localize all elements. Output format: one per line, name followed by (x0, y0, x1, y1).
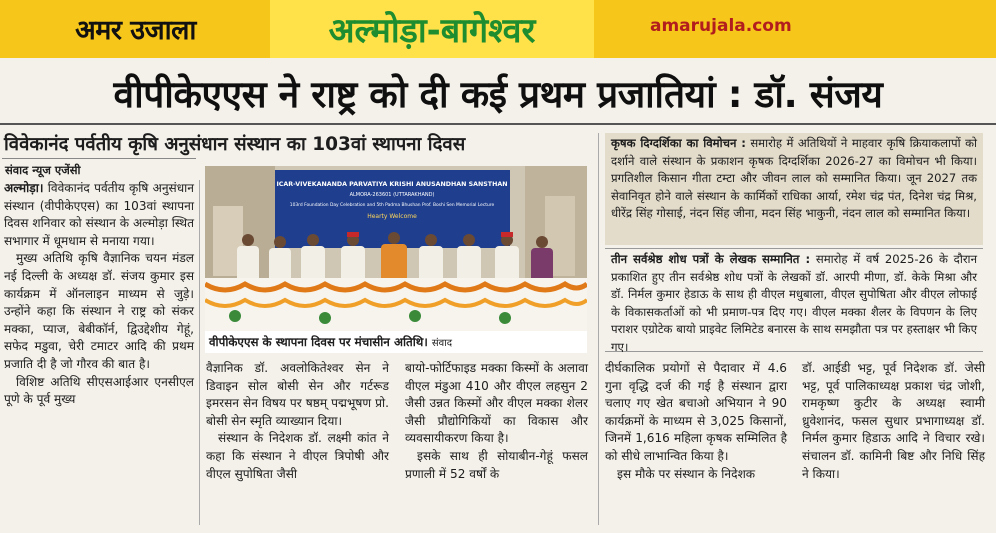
caption-text: वीपीकेएएस के स्थापना दिवस पर मंचासीन अतिथि। (209, 335, 428, 349)
article-column-3 (405, 360, 588, 483)
column-divider (199, 180, 200, 525)
sidebar-text: समारोह में वर्ष 2025-26 के दौरान प्रकाशित हुए तीन सर्वश्रेष्ठ शोध पत्रों के लेखकों डॉ. आरपी मीणा, डॉ. केके मिश्रा और डॉ. निर्मल कुमार हेडाऊ के साथ ही वीएल मधुबाला, वीएल सुपोषिता और वीएल लोफाई के विकासकर्ताओं को भी प्रमाण-पत्र दिए गए। वीएल मक्का शैलर के विपणन के लिए पराशर एग्रोटेक बायो प्राइवेट लिमिटेड बनारस के साथ समझौता पत्र पर हस्ताक्षर भी किए गए। (611, 252, 977, 354)
article-column-1 (4, 180, 194, 409)
byline-divider (2, 158, 196, 159)
byline: संवाद न्यूज एजेंसी (5, 163, 81, 177)
article-column-4 (605, 360, 787, 483)
sidebar-label: तीन सर्वश्रेष्ठ शोध पत्रों के लेखक सम्मानित : (611, 252, 811, 266)
sidebar-box-diary-release (605, 133, 983, 245)
paragraph: डॉ. आईडी भट्ट, पूर्व निदेशक डॉ. जेसी भट्ट, पूर्व पालिकाध्यक्ष प्रकाश चंद्र जोशी, रामकृष्ण कुटीर के अध्यक्ष स्वामी ध्रुवेशानंद, फसल सुधार प्रभागाध्यक्ष डॉ. निर्मल कुमार हिडाऊ आदि ने विचार रखे। संचालन डॉ. कामिनी बिष्ट और निधि सिंह ने किया। (802, 361, 985, 481)
paragraph (4, 180, 194, 250)
article-column-5 (802, 360, 985, 483)
sidebar-label: कृषक दिग्दर्शिका का विमोचन : (611, 136, 746, 150)
paragraph: बायो-फोर्टिफाइड मक्का किस्मों के अलावा वीएल मंडुआ 410 और वीएल लहसुन 2 जैसी उन्नत किस्मों और वीएल मक्का शेलर जैसी प्रौद्योगिकियों का विकास और व्यवसायीकरण किया है। (405, 361, 588, 446)
headline-divider (0, 123, 996, 125)
newspaper-logo: अमर उजाला (75, 14, 196, 46)
banner-line-1: ICAR-VIVEKANANDA PARVATIYA KRISHI ANUSANDHAN SANSTHAN (276, 181, 508, 188)
banner-line-3: 103rd Foundation Day Celebration and 5th Padma Bhushan Prof. Boshi Sen Memorial Lecture (289, 203, 495, 208)
paragraph: संस्थान के निदेशक डॉ. लक्ष्मी कांत ने कहा कि संस्थान ने वीएल त्रिपोषी और वीएल सुपोषिता जैसी (206, 431, 389, 481)
photo-credit: संवाद (431, 338, 453, 349)
photo-caption (205, 331, 587, 353)
article-column-2 (206, 360, 389, 483)
paragraph: मुख्य अतिथि कृषि वैज्ञानिक चयन मंडल नई दिल्ली के अध्यक्ष डॉ. संजय कुमार इस कार्यक्रम में ऑनलाइन माध्यम से जुड़े। उन्होंने कहा कि संस्थान ने राष्ट्र को संकर मक्का, प्याज, बेबीकॉर्न, द्विउद्देशीय गेहूं, सफेद मडुवा, चेरी टमाटर आदि की प्रथम प्रजाति दी है जो गौरव की बात है। (4, 251, 194, 371)
paragraph: इस मौके पर संस्थान के निदेशक (617, 466, 756, 481)
banner-line-4: Hearty Welcome (367, 213, 417, 220)
sidebar-text: समारोह में अतिथियों ने माहवार कृषि क्रियाकलापों को दर्शाने वाले संस्थान के प्रकाशन कृषक दिग्दर्शिका 2026-27 का विमोचन भी किया। प्रगतिशील किसान गीता टम्टा और जीवन लाल को सम्मानित किया। जून 2027 तक सेवानिवृत होने वाले संस्थान के कार्मिकों राधिका आर्या, रमेश चंद्र पंत, दिनेश चंद्र मिश्र, धीरेंद्र सिंह गोसाई, नंदन सिंह जीना, मदन सिंह भाकुनी, नंदन लाल को सम्मानित किया। (611, 136, 977, 221)
paragraph: विशिष्ट अतिथि सीएसआईआर एनसीएल पूणे के पूर्व मुख्य (4, 374, 194, 407)
website-link[interactable]: amarujala.com (650, 16, 792, 36)
banner-line-2: ALMORA-263601 (UTTARAKHAND) (349, 192, 435, 198)
edition-title: अल्मोड़ा-बागेश्वर (270, 0, 594, 58)
sidebar-box-authors-honored (605, 248, 983, 352)
paragraph: इसके साथ ही सोयाबीन-गेहूं फसल प्रणाली में 52 वर्षों के (405, 448, 588, 481)
dateline: अल्मोड़ा। (4, 181, 44, 195)
stage-illustration (205, 166, 587, 331)
paragraph: वैज्ञानिक डॉ. अवलोकितेश्वर सेन ने डिवाइन सोल बोसी सेन और गर्टरूड इमरसन सेन विषय पर षष्ठम् पद्मभूषण प्रो. बोसी सेन स्मृति व्याख्यान दिया। (206, 361, 389, 428)
headline: वीपीकेएएस ने राष्ट्र को दी कई प्रथम प्रजातियां : डॉ. संजय (113, 72, 883, 116)
masthead (0, 0, 996, 58)
column-divider (598, 133, 599, 525)
paragraph-text: विवेकानंद पर्वतीय कृषि अनुसंधान संस्थान (वीपीकेएएस) का 103वां स्थापना दिवस शनिवार को संस्थान के अल्मोड़ा स्थित सभागार में धूमधाम से मनाया गया। (4, 181, 194, 248)
paragraph: दीर्घकालिक प्रयोगों से पैदावार में 4.6 गुना वृद्धि दर्ज की गई है संस्थान द्वारा चलाए गए खेत बचाओ अभियान ने 90 कार्यक्रमों के माध्यम से 3,025 किसानों, जिनमें 1,616 महिला कृषक सम्मिलित है को सीधे लाभान्वित किया है। (605, 361, 787, 463)
subheadline: विवेकानंद पर्वतीय कृषि अनुसंधान संस्थान का 103वां स्थापना दिवस (4, 134, 466, 155)
event-photo (205, 166, 587, 331)
